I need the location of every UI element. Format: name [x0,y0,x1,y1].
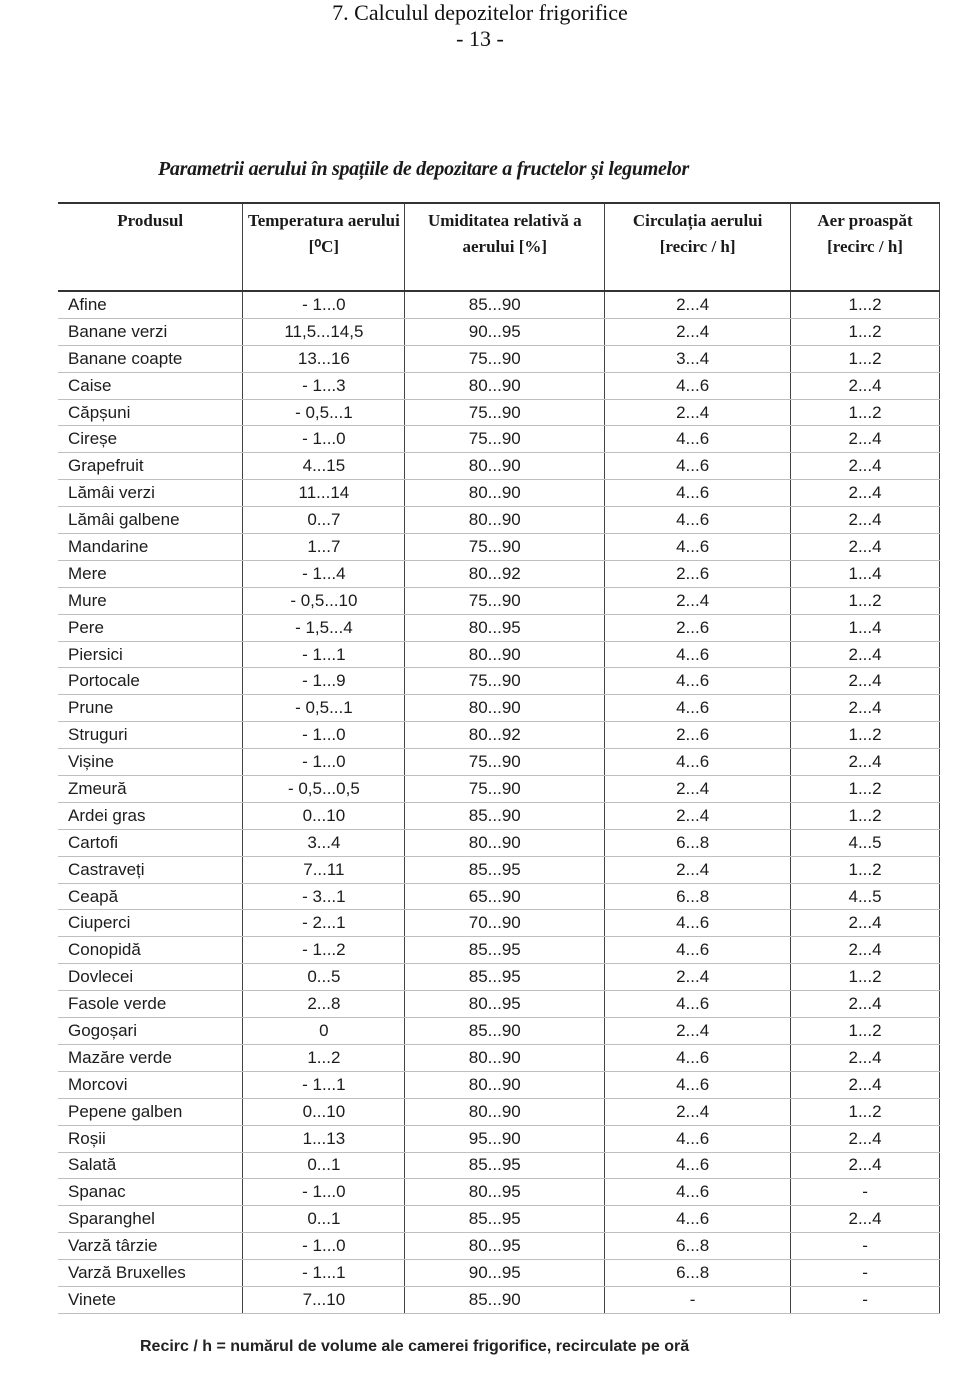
cell-product: Mandarine [58,534,243,561]
cell-product: Mazăre verde [58,1044,243,1071]
cell-product: Mere [58,560,243,587]
cell-product: Sparanghel [58,1206,243,1233]
cell-product: Dovlecei [58,964,243,991]
cell-product: Lămâi galbene [58,507,243,534]
cell-temperature: - 1...0 [243,749,405,776]
cell-fresh-air: 1...2 [791,776,940,803]
cell-product: Cartofi [58,829,243,856]
cell-circulation: 4...6 [605,668,791,695]
cell-circulation: 4...6 [605,453,791,480]
cell-temperature: - 1...1 [243,1071,405,1098]
cell-circulation: 6...8 [605,883,791,910]
cell-fresh-air: - [791,1179,940,1206]
cell-fresh-air: 2...4 [791,426,940,453]
cell-fresh-air: 2...4 [791,480,940,507]
table-row [58,1044,940,1071]
cell-fresh-air: 2...4 [791,1071,940,1098]
cell-humidity: 80...95 [405,1233,605,1260]
cell-product: Varză târzie [58,1233,243,1260]
cell-humidity: 85...90 [405,1018,605,1045]
table-row [58,1206,940,1233]
cell-humidity: 75...90 [405,345,605,372]
cell-product: Căpșuni [58,399,243,426]
cell-product: Caise [58,372,243,399]
table-row [58,1233,940,1260]
table-row [58,668,940,695]
cell-temperature: - 1...0 [243,1233,405,1260]
cell-circulation: 2...4 [605,802,791,829]
table-row [58,829,940,856]
cell-fresh-air: 2...4 [791,910,940,937]
page-title: 7. Calculul depozitelor frigorifice [332,0,628,25]
cell-humidity: 90...95 [405,318,605,345]
table-row [58,291,940,318]
cell-product: Portocale [58,668,243,695]
cell-circulation: 4...6 [605,695,791,722]
cell-circulation: 4...6 [605,641,791,668]
cell-fresh-air: 1...4 [791,614,940,641]
cell-product: Banane verzi [58,318,243,345]
cell-temperature: - 1...0 [243,1179,405,1206]
cell-circulation: 4...6 [605,991,791,1018]
cell-circulation: 2...6 [605,560,791,587]
cell-product: Struguri [58,722,243,749]
cell-product: Zmeură [58,776,243,803]
table-row [58,587,940,614]
cell-circulation: 2...4 [605,291,791,318]
cell-circulation: - [605,1286,791,1313]
cell-temperature: 0 [243,1018,405,1045]
table-row [58,749,940,776]
table-row [58,480,940,507]
cell-humidity: 85...95 [405,1206,605,1233]
table-row [58,802,940,829]
cell-fresh-air: 2...4 [791,695,940,722]
cell-humidity: 75...90 [405,426,605,453]
cell-product: Pepene galben [58,1098,243,1125]
cell-humidity: 80...95 [405,991,605,1018]
table-row [58,1179,940,1206]
cell-fresh-air: 1...2 [791,318,940,345]
cell-fresh-air: 2...4 [791,668,940,695]
cell-fresh-air: - [791,1286,940,1313]
table-row [58,937,940,964]
cell-product: Varză Bruxelles [58,1260,243,1287]
cell-product: Afine [58,291,243,318]
cell-temperature: 4...15 [243,453,405,480]
cell-humidity: 80...90 [405,480,605,507]
cell-humidity: 85...95 [405,937,605,964]
cell-circulation: 4...6 [605,1044,791,1071]
cell-humidity: 85...95 [405,964,605,991]
cell-product: Ceapă [58,883,243,910]
cell-fresh-air: 2...4 [791,749,940,776]
cell-humidity: 80...95 [405,614,605,641]
cell-product: Roșii [58,1125,243,1152]
table-row [58,641,940,668]
cell-temperature: - 1...0 [243,722,405,749]
cell-fresh-air: 4...5 [791,829,940,856]
cell-fresh-air: 2...4 [791,1044,940,1071]
cell-circulation: 2...4 [605,1098,791,1125]
table-row [58,534,940,561]
cell-temperature: 7...10 [243,1286,405,1313]
table-row [58,964,940,991]
column-header-circulation: Circulația aerului [recirc / h] [605,203,791,291]
cell-humidity: 95...90 [405,1125,605,1152]
cell-temperature: - 2...1 [243,910,405,937]
cell-temperature: - 0,5...1 [243,695,405,722]
table-row [58,695,940,722]
table-row [58,453,940,480]
cell-humidity: 80...90 [405,1071,605,1098]
cell-fresh-air: 2...4 [791,507,940,534]
cell-temperature: 13...16 [243,345,405,372]
cell-fresh-air: 2...4 [791,1206,940,1233]
cell-humidity: 75...90 [405,399,605,426]
cell-fresh-air: 1...2 [791,1018,940,1045]
cell-temperature: 1...7 [243,534,405,561]
cell-circulation: 4...6 [605,507,791,534]
table-row [58,1260,940,1287]
cell-temperature: - 1...9 [243,668,405,695]
cell-temperature: 0...10 [243,802,405,829]
cell-temperature: - 1...2 [243,937,405,964]
cell-humidity: 65...90 [405,883,605,910]
cell-temperature: 0...1 [243,1206,405,1233]
cell-temperature: - 3...1 [243,883,405,910]
cell-circulation: 2...6 [605,722,791,749]
table-row [58,856,940,883]
column-header-fresh-air: Aer proaspăt [recirc / h] [791,203,940,291]
table-row [58,883,940,910]
cell-temperature: - 1,5...4 [243,614,405,641]
cell-circulation: 4...6 [605,480,791,507]
cell-product: Ardei gras [58,802,243,829]
cell-humidity: 75...90 [405,749,605,776]
cell-fresh-air: 1...2 [791,856,940,883]
cell-humidity: 80...90 [405,453,605,480]
cell-humidity: 80...95 [405,1179,605,1206]
cell-temperature: 3...4 [243,829,405,856]
cell-circulation: 6...8 [605,829,791,856]
cell-humidity: 80...90 [405,695,605,722]
table-row [58,1018,940,1045]
cell-temperature: - 1...0 [243,291,405,318]
cell-fresh-air: 2...4 [791,991,940,1018]
cell-fresh-air: 2...4 [791,534,940,561]
cell-temperature: 2...8 [243,991,405,1018]
cell-humidity: 85...90 [405,1286,605,1313]
cell-fresh-air: - [791,1260,940,1287]
table-row [58,345,940,372]
cell-humidity: 80...90 [405,1098,605,1125]
cell-humidity: 80...90 [405,1044,605,1071]
cell-circulation: 4...6 [605,534,791,561]
cell-circulation: 3...4 [605,345,791,372]
cell-circulation: 6...8 [605,1260,791,1287]
cell-circulation: 4...6 [605,1071,791,1098]
cell-humidity: 80...92 [405,560,605,587]
cell-product: Gogoșari [58,1018,243,1045]
cell-humidity: 85...95 [405,856,605,883]
table-row [58,614,940,641]
cell-humidity: 80...90 [405,641,605,668]
cell-product: Pere [58,614,243,641]
cell-fresh-air: 1...2 [791,345,940,372]
table-row [58,1071,940,1098]
cell-circulation: 2...6 [605,614,791,641]
table-row [58,722,940,749]
cell-circulation: 4...6 [605,1206,791,1233]
table-row [58,399,940,426]
cell-product: Prune [58,695,243,722]
cell-fresh-air: 1...2 [791,587,940,614]
cell-temperature: - 1...1 [243,641,405,668]
cell-product: Ciuperci [58,910,243,937]
cell-fresh-air: 1...2 [791,399,940,426]
column-header-product: Produsul [58,203,243,291]
table-footnote: Recirc / h = numărul de volume ale camerei frigorifice, recirculate pe oră [140,1338,690,1355]
cell-circulation: 2...4 [605,964,791,991]
cell-fresh-air: 2...4 [791,372,940,399]
cell-temperature: 1...13 [243,1125,405,1152]
cell-temperature: 0...5 [243,964,405,991]
cell-circulation: 4...6 [605,749,791,776]
cell-product: Vișine [58,749,243,776]
cell-product: Lămâi verzi [58,480,243,507]
cell-humidity: 85...90 [405,802,605,829]
cell-product: Spanac [58,1179,243,1206]
table-row [58,776,940,803]
cell-circulation: 2...4 [605,318,791,345]
cell-circulation: 4...6 [605,1125,791,1152]
cell-product: Grapefruit [58,453,243,480]
table-row [58,1098,940,1125]
cell-fresh-air: - [791,1233,940,1260]
cell-humidity: 90...95 [405,1260,605,1287]
cell-temperature: - 1...0 [243,426,405,453]
cell-product: Cireșe [58,426,243,453]
cell-humidity: 80...92 [405,722,605,749]
cell-temperature: - 0,5...0,5 [243,776,405,803]
cell-fresh-air: 4...5 [791,883,940,910]
table-body [58,291,940,1313]
table-row [58,426,940,453]
table-row [58,1286,940,1313]
cell-humidity: 75...90 [405,587,605,614]
table-row [58,507,940,534]
table-row [58,1152,940,1179]
cell-product: Fasole verde [58,991,243,1018]
table-row [58,560,940,587]
table-row [58,318,940,345]
cell-humidity: 75...90 [405,776,605,803]
table-row [58,910,940,937]
cell-temperature: 0...7 [243,507,405,534]
cell-circulation: 4...6 [605,937,791,964]
column-header-temperature: Temperatura aerului [⁰C] [243,203,405,291]
table-row [58,372,940,399]
cell-humidity: 75...90 [405,534,605,561]
table-caption: Parametrii aerului în spațiile de depozitare a fructelor și legumelor [158,158,689,180]
cell-product: Banane coapte [58,345,243,372]
cell-circulation: 4...6 [605,910,791,937]
cell-product: Salată [58,1152,243,1179]
cell-product: Vinete [58,1286,243,1313]
table-row [58,1125,940,1152]
cell-temperature: - 1...1 [243,1260,405,1287]
cell-circulation: 4...6 [605,372,791,399]
cell-temperature: 0...1 [243,1152,405,1179]
cell-fresh-air: 1...2 [791,964,940,991]
cell-circulation: 4...6 [605,1152,791,1179]
cell-product: Morcovi [58,1071,243,1098]
cell-circulation: 2...4 [605,587,791,614]
cell-humidity: 80...90 [405,507,605,534]
table-row [58,991,940,1018]
table-header-row [58,203,940,291]
cell-fresh-air: 1...2 [791,722,940,749]
cell-humidity: 80...90 [405,829,605,856]
column-header-humidity: Umiditatea relativă a aerului [%] [405,203,605,291]
cell-temperature: - 1...3 [243,372,405,399]
cell-circulation: 2...4 [605,1018,791,1045]
cell-circulation: 2...4 [605,776,791,803]
cell-product: Mure [58,587,243,614]
cell-fresh-air: 1...2 [791,291,940,318]
cell-product: Conopidă [58,937,243,964]
cell-fresh-air: 2...4 [791,641,940,668]
cell-circulation: 4...6 [605,1179,791,1206]
cell-humidity: 75...90 [405,668,605,695]
parameters-table [58,202,940,1314]
cell-fresh-air: 2...4 [791,937,940,964]
cell-fresh-air: 1...4 [791,560,940,587]
cell-temperature: 0...10 [243,1098,405,1125]
cell-humidity: 85...90 [405,291,605,318]
cell-fresh-air: 2...4 [791,1125,940,1152]
cell-product: Piersici [58,641,243,668]
cell-temperature: 7...11 [243,856,405,883]
scanned-table-area [58,150,943,1375]
cell-temperature: 11,5...14,5 [243,318,405,345]
cell-circulation: 6...8 [605,1233,791,1260]
cell-temperature: - 1...4 [243,560,405,587]
cell-humidity: 70...90 [405,910,605,937]
cell-circulation: 2...4 [605,856,791,883]
cell-fresh-air: 2...4 [791,453,940,480]
cell-temperature: - 0,5...1 [243,399,405,426]
cell-humidity: 85...95 [405,1152,605,1179]
cell-humidity: 80...90 [405,372,605,399]
cell-temperature: 11...14 [243,480,405,507]
page-header [0,0,960,52]
cell-circulation: 2...4 [605,399,791,426]
cell-temperature: 1...2 [243,1044,405,1071]
cell-fresh-air: 1...2 [791,1098,940,1125]
cell-fresh-air: 1...2 [791,802,940,829]
page-number: - 13 - [456,26,504,51]
cell-product: Castraveți [58,856,243,883]
cell-fresh-air: 2...4 [791,1152,940,1179]
cell-temperature: - 0,5...10 [243,587,405,614]
cell-circulation: 4...6 [605,426,791,453]
